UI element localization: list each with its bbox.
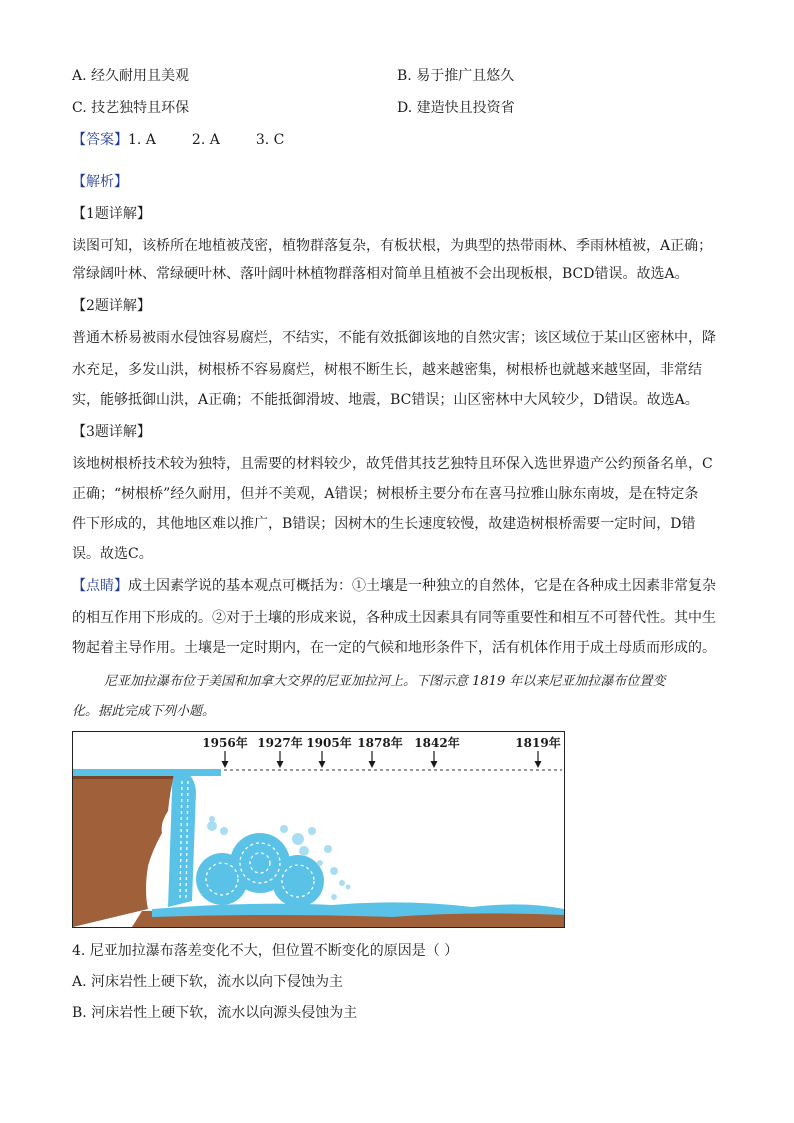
year-label-1927: 1927年: [257, 736, 303, 750]
question-4-stem: 4. 尼亚加拉瀑布落差变化不大，但位置不断变化的原因是（ ）: [72, 943, 459, 959]
q1-title: 【1题详解】: [72, 206, 151, 222]
q3-line-4: 误。故选C。: [72, 546, 153, 562]
swirl-3: [272, 855, 324, 907]
q2-line-3: 实，能够抵御山洪，A正确；不能抵御滑坡、地震，BC错误；山区密林中大风较少，D错误。故选A。: [72, 392, 699, 408]
question-4-option-a: A. 河床岩性上硬下软，流水以向下侵蚀为主: [72, 974, 344, 990]
option-b: B. 易于推广且悠久: [397, 68, 515, 84]
answer-line: [72, 130, 284, 150]
tip-text-1: 成土因素学说的基本观点可概括为：①土壤是一种独立的自然体，它是在各种成土因素非常复杂: [128, 578, 716, 594]
option-c: C. 技艺独特且环保: [72, 100, 190, 116]
niagara-falls-diagram: [72, 731, 565, 928]
tip-line-1: [72, 576, 716, 596]
q2-line-1: 普通木桥易被雨水侵蚀容易腐烂，不结实，不能有效抵御该地的自然灾害；该区域位于某山区密林中，降: [72, 330, 716, 346]
year-label-1819: 1819年: [515, 736, 561, 750]
intro-line-1: 尼亚加拉瀑布位于美国和加拿大交界的尼亚加拉河上。下图示意 1819 年以来尼亚加拉瀑布位置变: [104, 674, 666, 689]
q3-line-2: 正确；“树根桥”经久耐用，但并不美观，A错误；树根桥主要分布在喜马拉雅山脉东南坡，是在特定条: [72, 486, 699, 502]
year-label-1956: 1956年: [202, 736, 248, 750]
q3-title: 【3题详解】: [72, 424, 151, 440]
q1-line-2: 常绿阔叶林、常绿硬叶林、落叶阔叶林植物群落相对简单且植被不会出现板根，BCD错误。故选A。: [72, 266, 689, 282]
year-label-1878: 1878年: [357, 736, 403, 750]
q3-line-3: 件下形成的，其他地区难以推广，B错误；因树木的生长速度较慢，故建造树根桥需要一定时间，D错: [72, 516, 696, 532]
answer-label: 【答案】: [72, 132, 128, 148]
tip-title: 【点睛】: [72, 578, 128, 594]
option-a: A. 经久耐用且美观: [72, 68, 190, 84]
answer-item-3: 3. C: [255, 132, 285, 148]
intro-line-2: 化。据此完成下列小题。: [72, 704, 216, 719]
q3-line-1: 该地树根桥技术较为独特，且需要的材料较少，故凭借其技艺独特且环保入选世界遗产公约预备名单，C: [72, 456, 713, 472]
answer-item-1: 1. A: [128, 132, 156, 148]
q2-title: 【2题详解】: [72, 298, 151, 314]
cliff-edge: [73, 776, 174, 779]
tip-line-3: 物起着主导作用。土壤是一定时期内，在一定的气候和地形条件下，活有机体作用于成土母质而形成的。: [72, 640, 716, 656]
analysis-title: 【解析】: [72, 174, 128, 190]
option-d: D. 建造快且投资省: [397, 100, 515, 116]
upper-river: [73, 769, 221, 776]
year-label-1905: 1905年: [306, 736, 352, 750]
answer-item-2: 2. A: [191, 132, 220, 148]
question-4-option-b: B. 河床岩性上硬下软，流水以向源头侵蚀为主: [72, 1005, 358, 1021]
q2-line-2: 水充足，多发山洪，树根桥不容易腐烂，树根不断生长，越来越密集，树根桥也就越来越坚固，非常结: [72, 362, 702, 378]
tip-line-2: 的相互作用下形成的。②对于土壤的形成来说，各种成土因素具有同等重要性和相互不可替代性。其中生: [72, 610, 716, 626]
q1-line-1: 读图可知，该桥所在地植被茂密，植物群落复杂，有板状根，为典型的热带雨林、季雨林植被，A正确；: [72, 238, 713, 254]
year-label-1842: 1842年: [414, 736, 460, 750]
